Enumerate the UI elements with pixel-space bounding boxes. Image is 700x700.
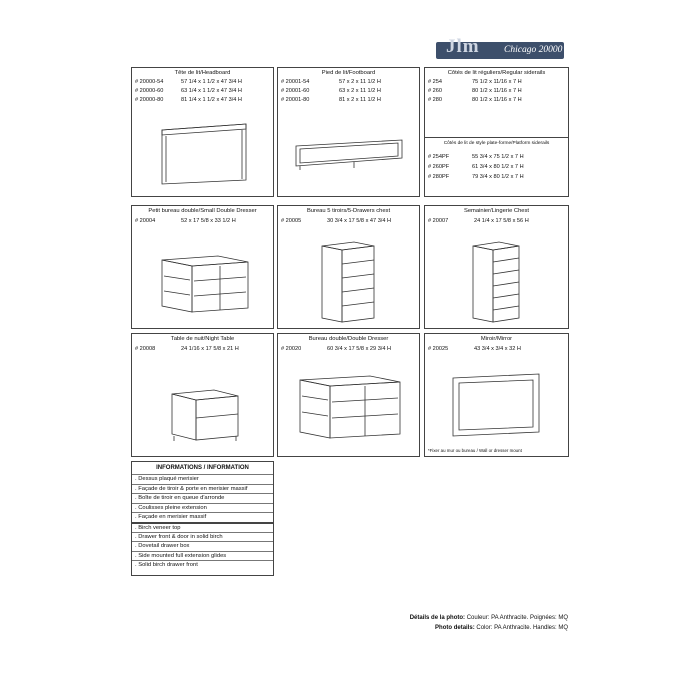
info-item-fr: . Façade de tiroir & porte en merisier massif [132, 484, 273, 493]
divider [425, 137, 568, 138]
card-title: Table de nuit/Night Table [170, 336, 235, 342]
spec-line: # 20025 43 3/4 x 3/4 x 32 H [428, 346, 521, 352]
info-box [131, 461, 274, 576]
photo-details-fr: Détails de la photo: Couleur: PA Anthracite. Poignées: MQ [409, 615, 568, 621]
card-chest [277, 205, 420, 329]
spec-line: # 20000-54 57 1/4 x 1 1/2 x 47 3/4 H [135, 79, 242, 85]
info-item-en: . Birch veneer top [132, 522, 273, 531]
card-title: Tête de lit/Headboard [174, 70, 231, 76]
spec-line: # 254 75 1/2 x 11/16 x 7 H [428, 79, 522, 85]
card-mirror [424, 333, 569, 457]
info-item-fr: . Dessus plaqué merisier [132, 474, 273, 483]
card-night-table [131, 333, 274, 457]
card-lingerie [424, 205, 569, 329]
spec-line: # 20000-80 81 1/4 x 1 1/2 x 47 3/4 H [135, 97, 242, 103]
info-heading: INFORMATIONS / INFORMATION [156, 465, 249, 471]
info-item-fr: . Coulisses pleine extension [132, 503, 273, 512]
spec-line: # 254PF 55 3/4 x 75 1/2 x 7 H [428, 154, 524, 160]
info-item-en: . Drawer front & door in solid birch [132, 532, 273, 541]
card-subtitle: Côtés de lit de style plate-forme/Platform siderails [443, 141, 550, 146]
spec-line: # 280 80 1/2 x 11/16 x 7 H [428, 97, 522, 103]
spec-line: # 20001-60 63 x 2 x 11 1/2 H [281, 88, 381, 94]
spec-line: # 20000-60 63 1/4 x 1 1/2 x 47 3/4 H [135, 88, 242, 94]
card-title: Bureau 5 tiroirs/5-Drawers chest [306, 208, 391, 214]
headboard-drawing [160, 122, 250, 188]
card-footboard [277, 67, 420, 197]
spec-line: # 280PF 79 3/4 x 80 1/2 x 7 H [428, 174, 524, 180]
spec-line: # 260 80 1/2 x 11/16 x 7 H [428, 88, 522, 94]
brand-name: Jlm [446, 36, 480, 57]
card-title: Petit bureau double/Small Double Dresser [148, 208, 257, 214]
spec-line: # 260PF 61 3/4 x 80 1/2 x 7 H [428, 164, 524, 170]
info-item-en: . Solid birch drawer front [132, 560, 273, 569]
spec-line: # 20005 30 3/4 x 17 5/8 x 47 3/4 H [281, 218, 392, 224]
info-item-en: . Side mounted full extension glides [132, 551, 273, 560]
brand-logo [436, 36, 564, 59]
card-title: Miroir/Mirror [480, 336, 513, 342]
mirror-note: *Fixer au mur ou bureau / Wall or dresser mount [428, 448, 522, 453]
info-item-en: . Dovetail drawer box [132, 541, 273, 550]
spec-line: # 20020 60 3/4 x 17 5/8 x 29 3/4 H [281, 346, 392, 352]
card-title: Semainier/Lingerie Chest [463, 208, 530, 214]
card-title: Bureau double/Double Dresser [308, 336, 389, 342]
info-item-fr: . Façade en merisier massif [132, 512, 273, 521]
card-title: Pied de lit/Footboard [321, 70, 376, 76]
spec-line: # 20007 24 1/4 x 17 5/8 x 56 H [428, 218, 529, 224]
card-siderails [424, 67, 569, 197]
info-item-fr: . Boîte de tiroir en queue d'arronde [132, 493, 273, 502]
mirror-drawing [451, 372, 543, 440]
lingerie-chest-drawing [469, 240, 525, 326]
card-small-dresser [131, 205, 274, 329]
chest-drawing [318, 240, 378, 326]
photo-details-en: Photo details: Color: PA Anthracite. Handles: MQ [435, 625, 568, 631]
collection-name: Chicago 20000 [504, 45, 563, 55]
spec-line: # 20001-54 57 x 2 x 11 1/2 H [281, 79, 381, 85]
spec-line: # 20001-80 81 x 2 x 11 1/2 H [281, 97, 381, 103]
card-title: Côtés de lit réguliers/Regular siderails [447, 70, 546, 76]
small-dresser-drawing [158, 254, 252, 316]
night-table-drawing [168, 388, 242, 446]
spec-line: # 20008 24 1/16 x 17 5/8 x 21 H [135, 346, 239, 352]
double-dresser-drawing [296, 374, 404, 446]
card-headboard [131, 67, 274, 197]
footboard-drawing [294, 138, 406, 172]
spec-line: # 20004 52 x 17 5/8 x 33 1/2 H [135, 218, 236, 224]
card-double-dresser [277, 333, 420, 457]
